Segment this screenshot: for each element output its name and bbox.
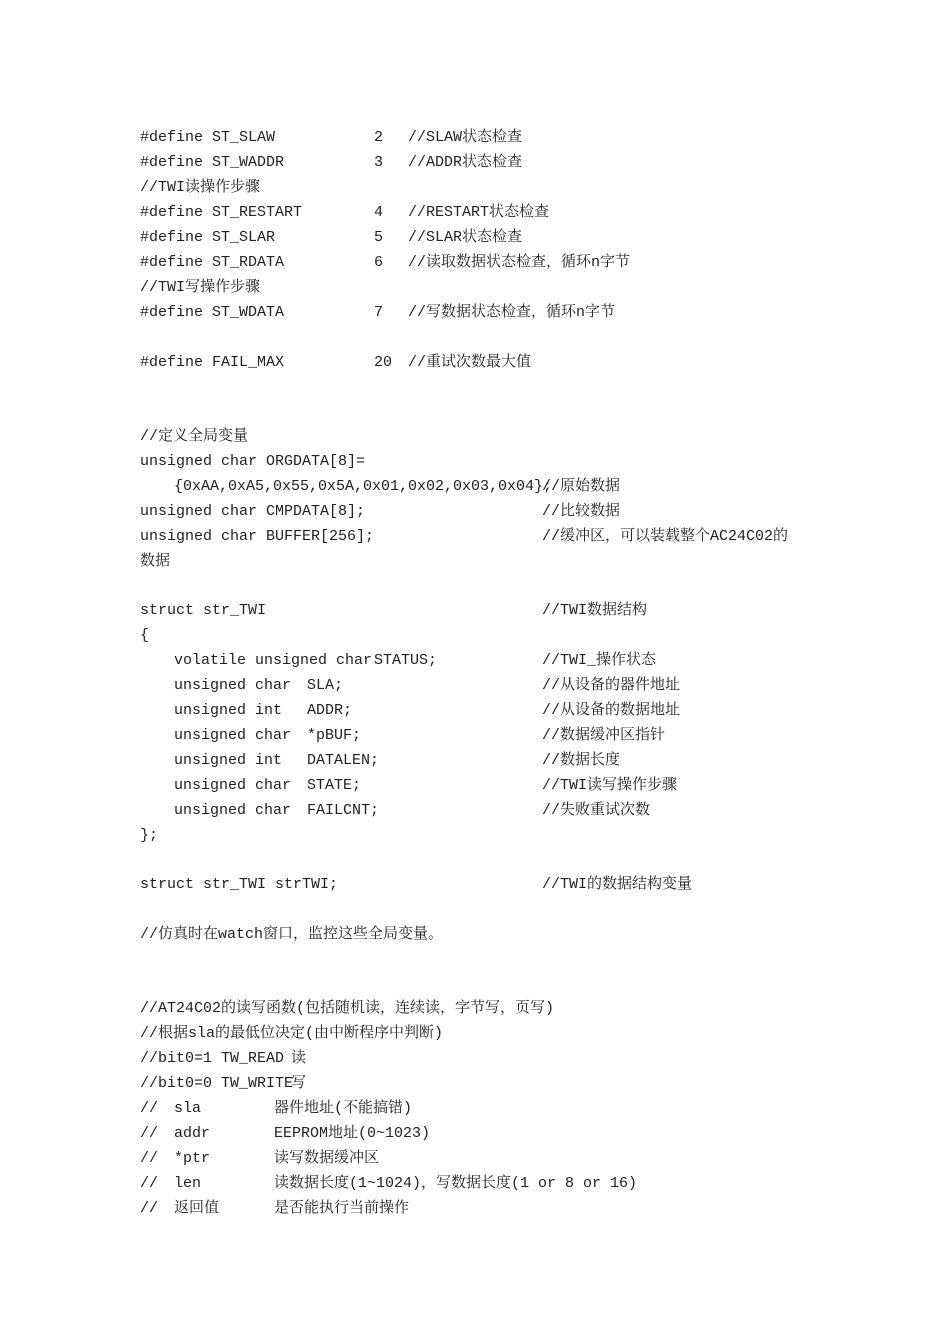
param-comment-prefix: // [140, 1100, 159, 1117]
code-line-define-st-slar: #define ST_SLAR [140, 229, 276, 246]
code-comment: //比较数据 [542, 503, 621, 520]
define-value: 2 [374, 129, 384, 146]
param-comment-prefix: // [140, 1125, 159, 1142]
struct-member-name: STATE; [307, 777, 362, 794]
code-comment: //TWI读写操作步骤 [542, 777, 678, 794]
code-comment: //TWI_操作状态 [542, 652, 657, 669]
param-comment-prefix: // [140, 1200, 159, 1217]
struct-member-type: unsigned int [174, 702, 283, 719]
code-comment: //重试次数最大值 [408, 354, 532, 371]
code-line-struct-var: struct str_TWI strTWI; [140, 876, 339, 893]
code-comment-note: 读 [291, 1050, 307, 1067]
define-value: 4 [374, 204, 384, 221]
param-name: *ptr [174, 1150, 211, 1167]
param-name: sla [174, 1100, 202, 1117]
code-line-define-st-rdata: #define ST_RDATA [140, 254, 285, 271]
param-comment-prefix: // [140, 1150, 159, 1167]
code-line-define-st-waddr: #define ST_WADDR [140, 154, 285, 171]
struct-member-type: unsigned int [174, 752, 283, 769]
param-comment-prefix: // [140, 1175, 159, 1192]
code-comment-line: //仿真时在watch窗口，监控这些全局变量。 [140, 926, 444, 943]
code-comment: //缓冲区，可以装载整个AC24C02的 [542, 528, 789, 545]
code-comment-line: //bit0=1 TW_READ [140, 1050, 285, 1067]
code-comment: //TWI数据结构 [542, 602, 648, 619]
code-comment-line: //TWI写操作步骤 [140, 279, 261, 296]
code-line-define-st-restart: #define ST_RESTART [140, 204, 303, 221]
struct-member-name: DATALEN; [307, 752, 380, 769]
param-name: 返回值 [174, 1200, 220, 1217]
define-value: 6 [374, 254, 384, 271]
param-description: 读写数据缓冲区 [274, 1150, 380, 1167]
code-line-define-st-slaw: #define ST_SLAW [140, 129, 276, 146]
code-comment: //ADDR状态检查 [408, 154, 523, 171]
code-comment: //读取数据状态检查，循环n字节 [408, 254, 631, 271]
code-comment: //SLAR状态检查 [408, 229, 523, 246]
param-description: 器件地址(不能搞错) [274, 1100, 413, 1117]
code-comment: //数据长度 [542, 752, 621, 769]
struct-member-name: ADDR; [307, 702, 353, 719]
code-comment: //从设备的器件地址 [542, 677, 681, 694]
code-comment: //数据缓冲区指针 [542, 727, 666, 744]
struct-member-name: FAILCNT; [307, 802, 380, 819]
param-description: 读数据长度(1~1024)，写数据长度(1 or 8 or 16) [274, 1175, 638, 1192]
code-comment-line: //TWI读操作步骤 [140, 179, 261, 196]
code-comment: //SLAW状态检查 [408, 129, 523, 146]
define-value: 5 [374, 229, 384, 246]
define-value: 3 [374, 154, 384, 171]
code-comment-line: //根据sla的最低位决定(由中断程序中判断) [140, 1025, 444, 1042]
code-line-open-brace: { [140, 627, 150, 644]
struct-member-name: SLA; [307, 677, 344, 694]
struct-member-type: unsigned char [174, 777, 292, 794]
code-line-buffer: unsigned char BUFFER[256]; [140, 528, 375, 545]
define-value: 7 [374, 304, 384, 321]
code-comment: //TWI的数据结构变量 [542, 876, 693, 893]
code-comment: //失败重试次数 [542, 802, 651, 819]
code-comment: //从设备的数据地址 [542, 702, 681, 719]
code-line-define-fail-max: #define FAIL_MAX [140, 354, 285, 371]
struct-member-name: *pBUF; [307, 727, 362, 744]
code-line-cmpdata: unsigned char CMPDATA[8]; [140, 503, 366, 520]
param-description: 是否能执行当前操作 [274, 1200, 410, 1217]
struct-member-type: unsigned char [174, 727, 292, 744]
param-description: EEPROM地址(0~1023) [274, 1125, 431, 1142]
code-comment: //RESTART状态检查 [408, 204, 550, 221]
define-value: 20 [374, 354, 393, 371]
code-line-orgdata-decl: unsigned char ORGDATA[8]= [140, 453, 366, 470]
code-comment-note: 写 [291, 1075, 307, 1092]
struct-member-name: STATUS; [374, 652, 438, 669]
struct-member-type: volatile unsigned char [174, 652, 373, 669]
code-comment: //原始数据 [542, 478, 621, 495]
code-comment-line: //定义全局变量 [140, 428, 249, 445]
code-line-define-st-wdata: #define ST_WDATA [140, 304, 285, 321]
struct-member-type: unsigned char [174, 677, 292, 694]
code-comment-line: //bit0=0 TW_WRITE [140, 1075, 294, 1092]
struct-member-type: unsigned char [174, 802, 292, 819]
code-line-close-brace: }; [140, 827, 159, 844]
code-line-orgdata-init: {0xAA,0xA5,0x55,0x5A,0x01,0x02,0x03,0x04}; [174, 478, 553, 495]
param-name: len [174, 1175, 202, 1192]
code-comment-wrap: 数据 [140, 553, 171, 570]
code-comment: //写数据状态检查，循环n字节 [408, 304, 616, 321]
code-line-struct-decl: struct str_TWI [140, 602, 267, 619]
code-comment-line: //AT24C02的读写函数(包括随机读，连续读，字节写，页写) [140, 1000, 555, 1017]
param-name: addr [174, 1125, 211, 1142]
